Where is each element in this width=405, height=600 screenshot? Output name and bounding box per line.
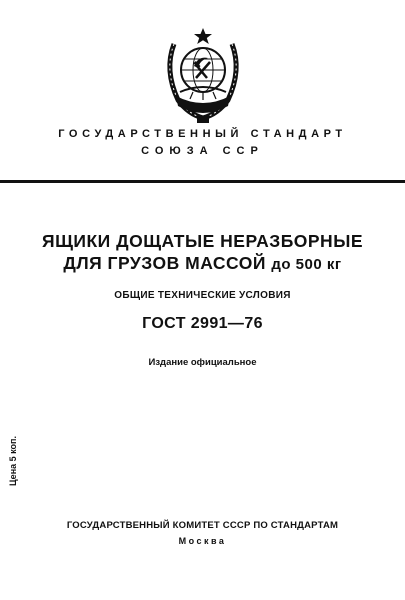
publisher-committee: ГОСУДАРСТВЕННЫЙ КОМИТЕТ СССР ПО СТАНДАРТАМ bbox=[66, 520, 339, 531]
divider bbox=[0, 180, 405, 183]
edition-note: Издание официальное bbox=[148, 357, 257, 368]
document-title-line2-tail: до 500 кг bbox=[271, 256, 342, 273]
header-subtitle: СОЮЗА ССР bbox=[141, 145, 264, 157]
document-title-line2-main: ДЛЯ ГРУЗОВ МАССОЙ bbox=[63, 253, 266, 273]
publisher-city: Москва bbox=[178, 536, 227, 546]
header-title: ГОСУДАРСТВЕННЫЙ СТАНДАРТ bbox=[58, 128, 347, 140]
document-title-line2 bbox=[0, 253, 405, 274]
ussr-coat-of-arms-icon bbox=[160, 26, 246, 124]
document-subtitle: ОБЩИЕ ТЕХНИЧЕСКИЕ УСЛОВИЯ bbox=[114, 290, 291, 301]
document-title-line1: ЯЩИКИ ДОЩАТЫЕ НЕРАЗБОРНЫЕ bbox=[42, 231, 363, 251]
standard-number: ГОСТ 2991—76 bbox=[142, 315, 263, 332]
price-label: Цена 5 коп. bbox=[8, 436, 18, 486]
